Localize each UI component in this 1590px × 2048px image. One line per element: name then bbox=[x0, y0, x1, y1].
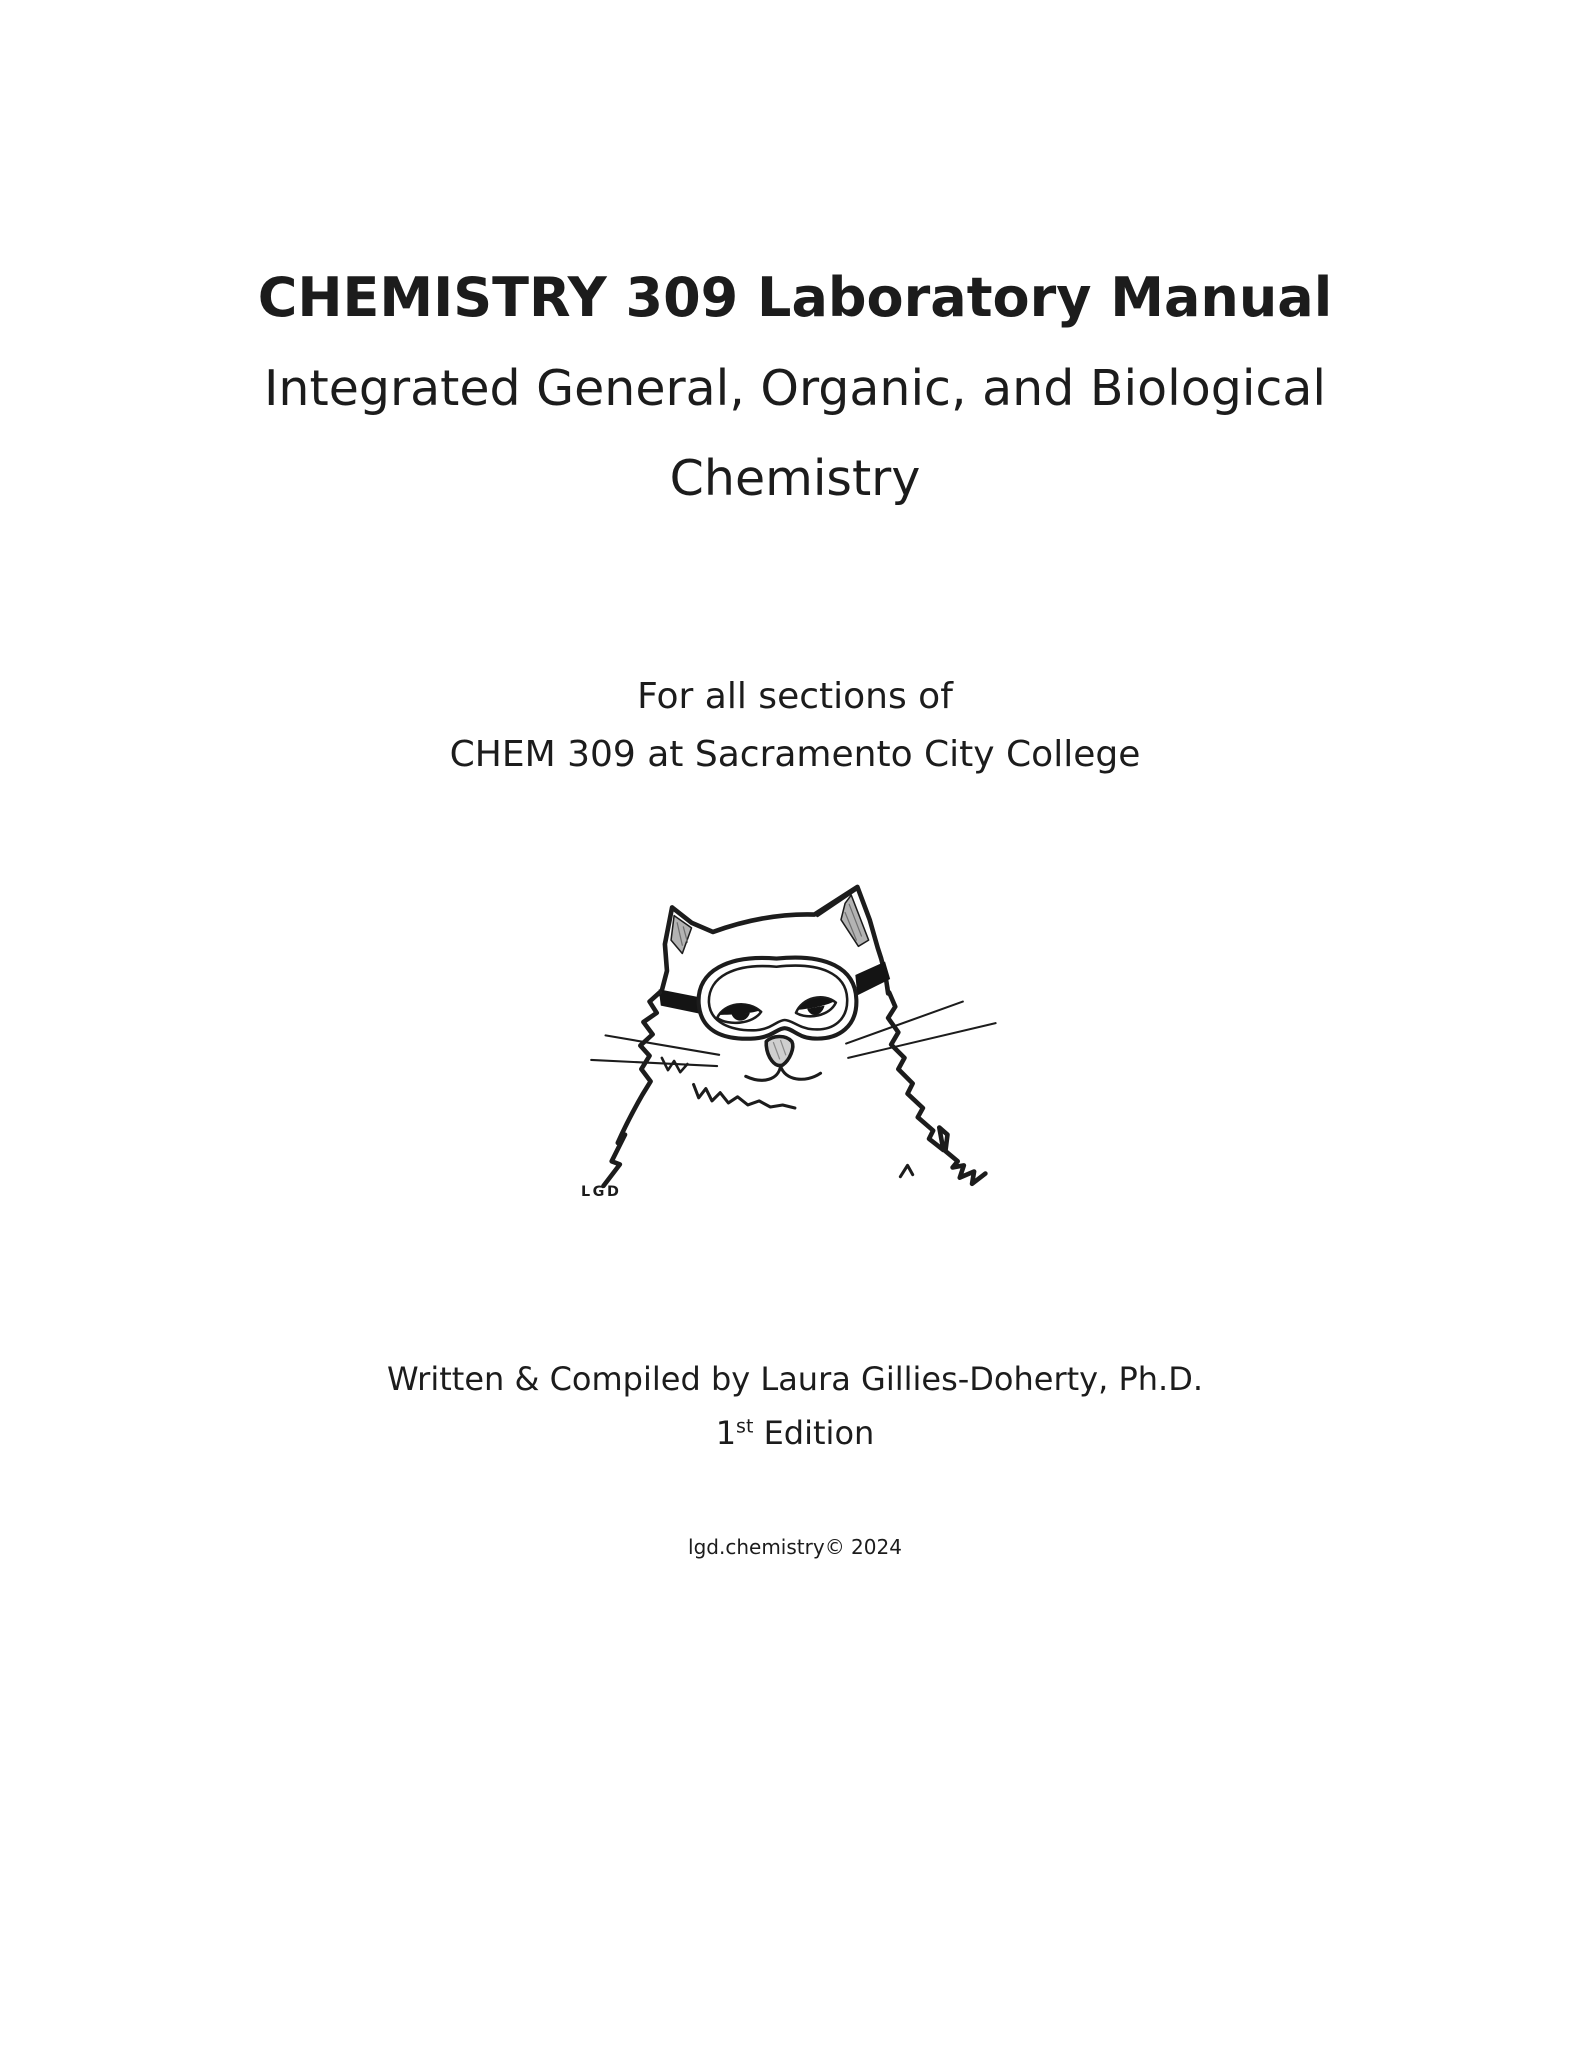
page-subtitle-line2: Chemistry bbox=[669, 450, 921, 507]
chest-accent-mark bbox=[900, 1165, 912, 1176]
edition-label: Edition bbox=[753, 1414, 875, 1452]
copyright-line: lgd.chemistry© 2024 bbox=[688, 1535, 902, 1559]
title-block bbox=[0, 252, 1590, 524]
edition-number: 1 bbox=[715, 1414, 737, 1452]
audience-line2: CHEM 309 at Sacramento City College bbox=[449, 734, 1141, 775]
audience-block bbox=[0, 668, 1590, 784]
body-outline-left bbox=[603, 992, 659, 1186]
chin-fuzz bbox=[694, 1085, 795, 1109]
page-title: CHEMISTRY 309 Laboratory Manual bbox=[257, 266, 1333, 329]
audience-line1: For all sections of bbox=[637, 676, 953, 717]
cat-goggles-drawing bbox=[552, 848, 1044, 1278]
cat-goggles-illustration bbox=[552, 848, 1044, 1278]
author-line: Written & Compiled by Laura Gillies-Doherty, Ph.D. bbox=[386, 1360, 1204, 1398]
page-subtitle-line1: Integrated General, Organic, and Biological bbox=[263, 360, 1327, 417]
body-outline-right bbox=[888, 992, 985, 1183]
cat-nose bbox=[766, 1037, 793, 1066]
author-block bbox=[0, 1352, 1590, 1460]
illustrator-signature: LGD bbox=[580, 1184, 622, 1201]
cat-mouth bbox=[746, 1066, 821, 1080]
edition-line bbox=[0, 1406, 1590, 1460]
edition-suffix: st bbox=[736, 1415, 754, 1438]
